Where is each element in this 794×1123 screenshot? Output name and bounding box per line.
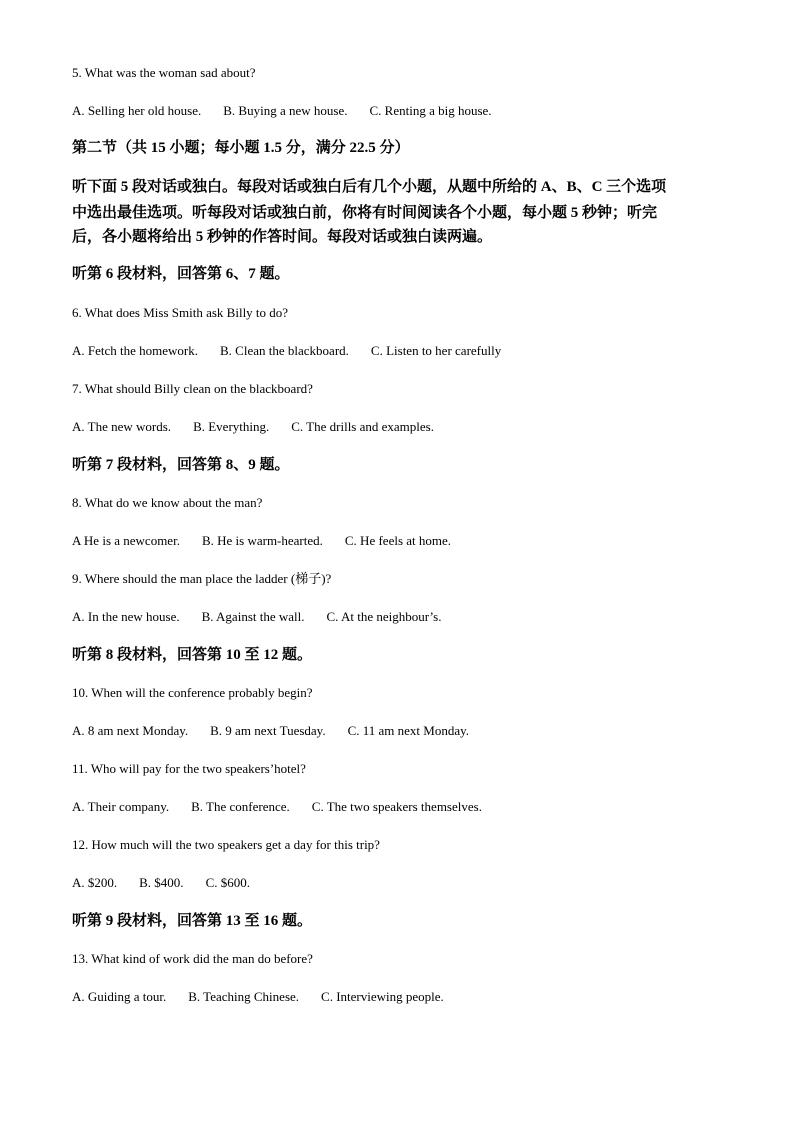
option-a: A. Selling her old house. [72,103,202,118]
question-9: 9. Where should the man place the ladder (梯子)? [72,571,332,586]
option-a: A. Guiding a tour. [72,989,167,1004]
question-12: 12. How much will the two speakers get a day for this trip? [72,837,380,852]
option-b: B. Everything. [193,419,270,434]
option-b: B. He is warm-hearted. [201,533,323,548]
question-12-options [72,874,250,892]
option-c: C. Listen to her carefully [370,343,502,358]
option-b: B. The conference. [191,799,290,814]
question-13: 13. What kind of work did the man do before? [72,951,313,966]
question-11: 11. Who will pay for the two speakers’hotel? [72,761,306,776]
option-a: A. In the new house. [72,609,180,624]
question-7-options [72,418,434,436]
option-c: C. Renting a big house. [369,103,492,118]
option-c: C. The two speakers themselves. [311,799,482,814]
question-11-options [72,798,482,816]
option-b: B. $400. [139,875,184,890]
question-10: 10. When will the conference probably begin? [72,685,313,700]
question-6-options [72,342,501,360]
question-7: 7. What should Billy clean on the blackboard? [72,381,313,396]
option-b: B. Clean the blackboard. [220,343,349,358]
option-a: A. The new words. [72,419,172,434]
question-8-options [72,532,451,550]
instructions-line-3: 后，各小题将给出 5 秒钟的作答时间。每段对话或独白读两遍。 [72,229,493,245]
option-c: C. He feels at home. [344,533,452,548]
option-b: B. 9 am next Tuesday. [210,723,326,738]
part-9-heading: 听第 9 段材料，回答第 13 至 16 题。 [72,913,313,929]
instructions-line-2: 中选出最佳选项。听每段对话或独白前，你将有时间阅读各个小题，每小题 5 秒钟；听完 [72,205,658,221]
option-a: A. Fetch the homework. [72,343,199,358]
question-10-options [72,722,469,740]
question-6: 6. What does Miss Smith ask Billy to do? [72,305,289,320]
question-13-options [72,988,444,1006]
question-8: 8. What do we know about the man? [72,495,263,510]
option-a: A He is a newcomer. [72,533,180,548]
option-b: B. Against the wall. [201,609,305,624]
part-7-heading: 听第 7 段材料，回答第 8、9 题。 [72,457,290,473]
option-b: B. Teaching Chinese. [188,989,300,1004]
option-a: A. Their company. [72,799,170,814]
option-b: B. Buying a new house. [223,103,348,118]
question-5-options [72,102,492,120]
section-title: 第二节（共 15 小题；每小题 1.5 分，满分 22.5 分） [72,140,410,156]
option-c: C. $600. [205,875,250,890]
option-a: A. 8 am next Monday. [72,723,189,738]
option-c: C. 11 am next Monday. [347,723,470,738]
option-c: C. At the neighbour’s. [326,609,442,624]
part-6-heading: 听第 6 段材料，回答第 6、7 题。 [72,266,290,282]
option-a: A. $200. [72,875,118,890]
option-c: C. The drills and examples. [291,419,434,434]
part-8-heading: 听第 8 段材料，回答第 10 至 12 题。 [72,647,313,663]
question-9-options [72,608,441,626]
instructions-line-1: 听下面 5 段对话或独白。每段对话或独白后有几个小题，从题中所给的 A、B、C 三个选项 [72,179,667,195]
question-5: 5. What was the woman sad about? [72,65,256,80]
option-c: C. Interviewing people. [321,989,444,1004]
